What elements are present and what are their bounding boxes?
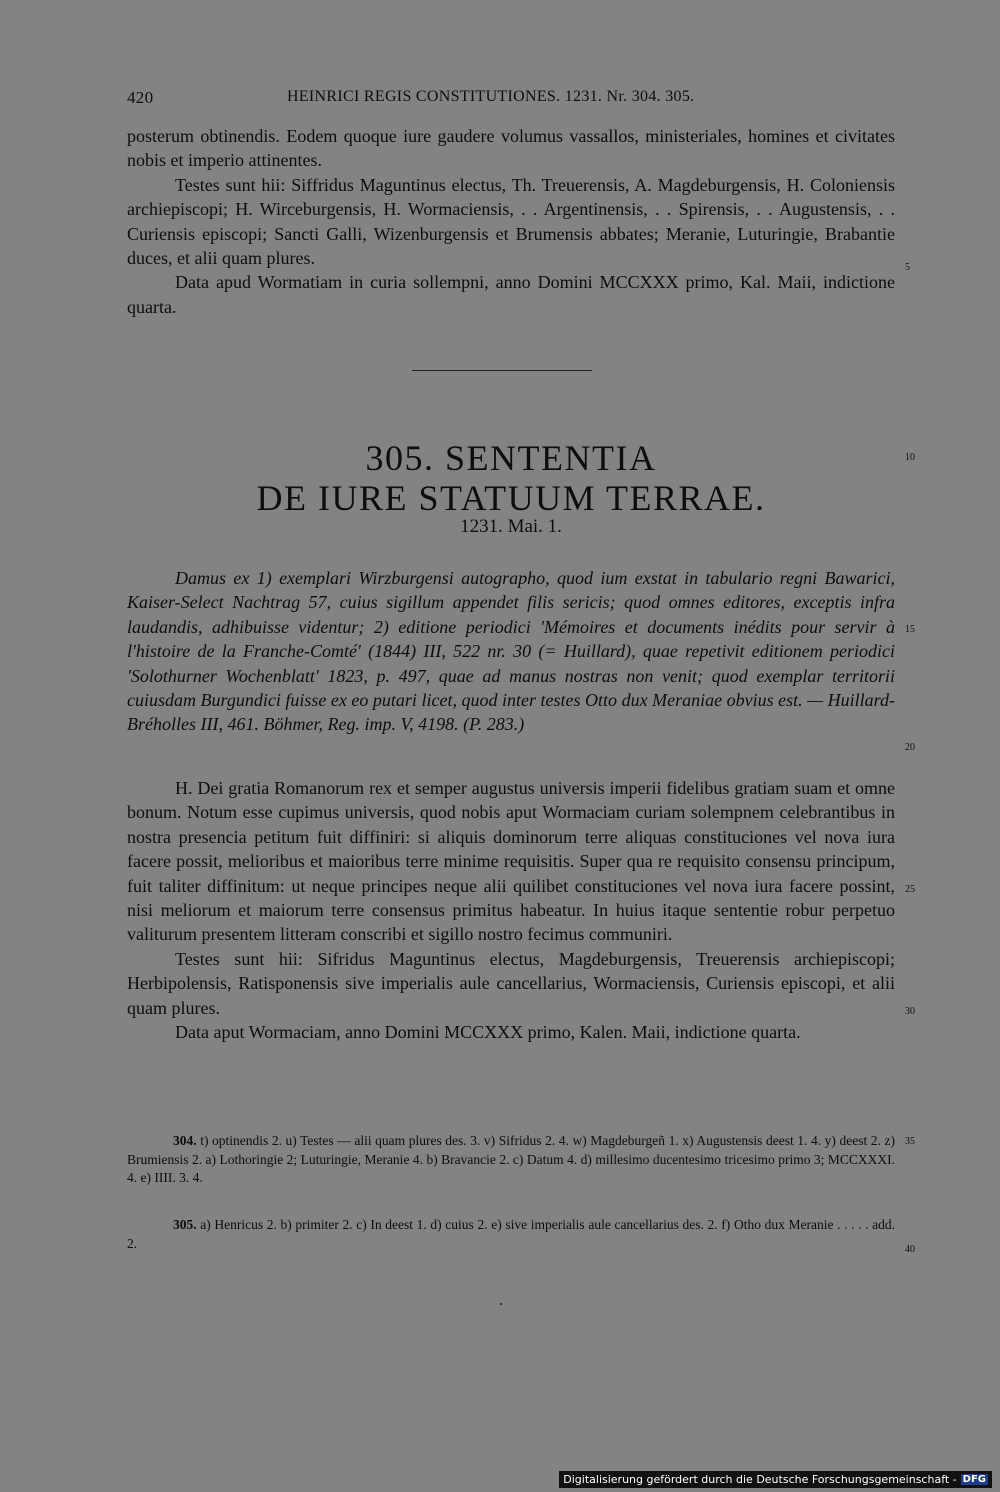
previous-document-ending: [127, 124, 895, 319]
section-subtitle: DE IURE STATUUM TERRAE.: [256, 478, 766, 518]
editorial-note: [127, 566, 895, 737]
page-number: 420: [127, 88, 154, 107]
footnotes-305: [127, 1216, 895, 1253]
line-number: 20: [905, 742, 915, 753]
line-number: 10: [905, 452, 915, 463]
line-number: 30: [905, 1006, 915, 1017]
footnote-label-305: 305.: [173, 1217, 197, 1232]
section-title: 305. SENTENTIA: [365, 438, 657, 478]
main-charter-text: [127, 776, 895, 1044]
dfg-logo-icon: DFG: [962, 1474, 986, 1485]
section-date: 1231. Mai. 1.: [460, 516, 562, 537]
footnote-text-305: a) Henricus 2. b) primiter 2. c) In deest 1. d) cuius 2. e) sive imperialis aule cancellarius des. 2. f) Otho dux Meranie . . . . . add. 2.: [127, 1217, 895, 1251]
footnote-text-304: t) optinendis 2. u) Testes — alii quam plures des. 3. v) Sifridus 2. 4. w) Magdeburgeñ 1. x) Augustensis deest 1. 4. y) deest 2. z) Brumiensis 2. a) Lothoringie 2; Luturingie, Meranie 4. b) Bravancie 2. c) Datum 4. d) millesimo ducentesimo tricesimo primo 3; MCCXXXI. 4. e) IIII. 3. 4.: [127, 1133, 895, 1185]
paragraph-witnesses-305: Testes sunt hii: Sifridus Maguntinus electus, Magdeburgensis, Treuerensis archiepiscopi; Herbipolensis, Ratisponensis sive imperialis aule cancellarius, Wormaciensis, Curiensis episcopi, et alii quam plures.: [127, 948, 895, 1018]
line-number: 5: [905, 262, 910, 273]
line-number: 15: [905, 624, 915, 635]
line-number: 40: [905, 1244, 915, 1255]
paragraph-witnesses-304: Testes sunt hii: Siffridus Maguntinus electus, Th. Treuerensis, A. Magdeburgensis, H. Coloniensis archiepiscopi; H. Wirceburgensis, H. Wormaciensis, . . Argentinensis, . . Spirensis, . . Augustensis, . . Curiensis episcopi; Sancti Galli, Wizenburgensis et Brumensis abbates; Meranie, Luturingie, Brabantie duces, et alii quam plures.: [127, 174, 895, 269]
footnote-label-304: 304.: [173, 1133, 197, 1148]
running-title: HEINRICI REGIS CONSTITUTIONES. 1231. Nr. 304. 305.: [287, 88, 695, 105]
footnotes-304: [127, 1132, 895, 1188]
paragraph-charter: H. Dei gratia Romanorum rex et semper augustus universis imperii fidelibus gratiam suam et omne bonum. Notum esse cupimus universis, quod nobis aput Wormaciam curiam solempnem celebrantibus in nostra presencia petitum fuit diffiniri: si aliquis dominorum terre aliquas constituciones vel nova iura facere possit, melioribus et maioribus terre minime requisitis. Super qua re requisito consensu principum, fuit taliter diffinitum: ut neque principes neque alii quilibet constituciones vel nova iura facere possint, nisi meliorum et maiorum terre consensus primitus habeatur. In huius itaque sententie robur perpetuo valiturum presentem litteram conscribi et sigillo nostro fecimus communiri.: [127, 778, 895, 945]
editorial-note-text: Damus ex 1) exemplari Wirzburgensi autographo, quod ium exstat in tabulario regni Bawarici, Kaiser-Select Nachtrag 57, cuius sigillum appendet filis sericis; quod omnes editores, exceptis infra laudandis, adhibuisse videntur; 2) editione periodici 'Mémoires et documents inédits pour servir à l'histoire de la Franche-Comté' (1844) III, 522 nr. 30 (= Huillard), quae repetivit editionem periodici 'Solothurner Wochenblatt' 1823, p. 497, quae ad manus nostras non venit; quod exemplar territorii cuiusdam Burgundici fuisse ex eo putari licet, quod inter testes Otto dux Meraniae obvius est. — Huillard-Bréholles III, 461. Böhmer, Reg. imp. V, 4198. (P. 283.): [127, 568, 895, 735]
section-divider: [412, 370, 592, 371]
digitization-credit: [559, 1471, 992, 1488]
paragraph-dating-305: Data aput Wormaciam, anno Domini MCCXXX primo, Kalen. Maii, indictione quarta.: [175, 1022, 801, 1043]
credit-text: Digitalisierung gefördert durch die Deutsche Forschungsgemeinschaft -: [563, 1473, 957, 1486]
line-number: 25: [905, 884, 915, 895]
line-number: 35: [905, 1136, 915, 1147]
paragraph-dating-304: Data apud Wormatiam in curia sollempni, anno Domini MCCXXX primo, Kal. Maii, indictione quarta.: [127, 272, 895, 317]
paragraph-vassals: posterum obtinendis. Eodem quoque iure gaudere volumus vassallos, ministeriales, homines et civitates nobis et imperio attinentes.: [127, 126, 895, 171]
page-mark: [500, 1303, 502, 1305]
